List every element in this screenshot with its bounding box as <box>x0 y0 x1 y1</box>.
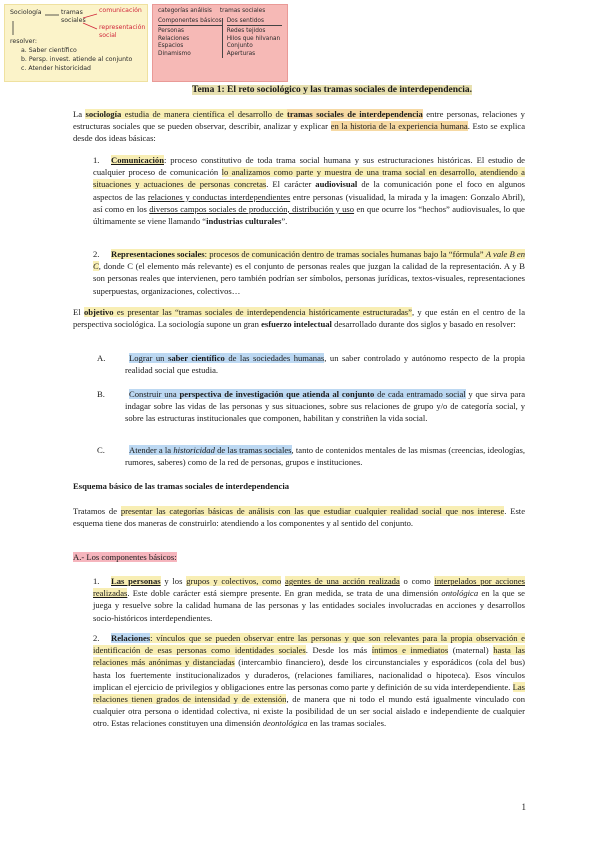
text: desarrollado durante dos siglos y basado en resolver: <box>331 319 516 330</box>
term-sociologia: sociología <box>85 109 122 119</box>
text: . Este esquema tiene dos maneras de construirlo: atendiendo a los componentes y al sentido del conjunto. <box>73 506 526 529</box>
text: o como <box>399 576 435 586</box>
highlight-text: grupos y colectivos, como <box>186 576 282 586</box>
note-sentido-item: Aperturas <box>226 50 256 57</box>
text: y que sirva para indagar sobre las vidas de las personas y sus situaciones, sobre sus relaciones de grupo y/o de categoría social, y sobre las estructuras institucionales que componen, habilitan y constriñen la vida social. <box>125 389 526 424</box>
note-item-b: b. Persp. invest. atiende al conjunto <box>21 56 133 63</box>
note-sentidos-header: Dos sentidos <box>227 18 282 27</box>
highlight-text: presentar las categorías básicas de análisis con las que estudiar cualquier realidad social que nos interese <box>120 506 505 516</box>
note-item-c: c. Atender historicidad <box>21 65 91 72</box>
underlined-text: agentes de una acción realizada <box>285 576 400 586</box>
term-comunicacion: Comunicación <box>111 155 164 165</box>
key-term: saber científico <box>168 353 225 363</box>
section-heading-esquema: Esquema básico de las tramas sociales de interdependencia <box>73 481 290 491</box>
note-component-item: Personas <box>158 28 185 35</box>
note-component-item: Dinamismo <box>158 50 191 57</box>
page-title-text: Tema 1: El reto sociológico y las tramas sociales de interdependencia. <box>192 85 472 95</box>
handwritten-note-right <box>152 4 288 82</box>
note-item-a: a. Saber científico <box>21 47 77 54</box>
note-tramas-sociales: tramas sociales <box>219 8 266 14</box>
text: (intercambio financiero), desde los circunstanciales y esporádicos (cola del bus) hasta los fuertemente institucionalizados y duraderos, (relaciones familiares, nacionalidad o hipoteca). Esos vínculos implican el ejercicio de privilegios y obligaciones entre las personas como parte y definición de su vida interdependiente. <box>93 657 525 692</box>
text: ”. <box>281 216 288 227</box>
note-component-item: Relaciones <box>158 35 190 42</box>
highlight-text: es presentar las “tramas sociales de interdependencia históricamente estructuradas” <box>113 307 412 317</box>
text: de la comunicación pone el foco en algunos aspectos de las <box>93 179 525 202</box>
componente-personas <box>73 575 525 624</box>
esquema-paragraph <box>73 505 525 529</box>
highlight-text: Atender a la <box>129 445 174 455</box>
text: , y que están en el centro de la perspectiva sociológica. La sociología supone un gran <box>73 307 526 330</box>
term-objetivo: objetivo <box>83 307 114 317</box>
highlight-text: de las sociedades humanas <box>224 353 325 363</box>
highlight-text: hasta las relaciones más anónimas y distanciadas <box>93 645 525 668</box>
note-tramas: tramas sociales <box>61 9 86 25</box>
text: (maternal) <box>448 645 494 656</box>
term-ontologica: ontológica <box>441 588 479 599</box>
text: y los <box>160 576 187 586</box>
note-resolver: resolver: <box>10 38 37 45</box>
idea-representaciones <box>73 248 525 297</box>
term-personas: Las personas <box>111 576 161 586</box>
text: Tratamos de <box>73 506 121 516</box>
highlight-text: íntimos e inmediatos <box>371 645 449 656</box>
highlight-text: de las tramas sociales <box>214 445 292 455</box>
key-term: perspectiva de investigación que atienda al conjunto <box>179 389 375 399</box>
list-item-a <box>93 352 525 376</box>
item-number: 2. <box>93 249 100 259</box>
text: en la que se juega y resuelve sobre la calidad humana de las personas y las entidades sociales involucradas en acciones y desarrollos socio-históricos interdependientes. <box>93 588 525 623</box>
componentes-title: A.- Los componentes básicos: <box>73 552 177 562</box>
page-number: 1 <box>521 802 526 813</box>
highlight-text: lo analizamos como parte y muestra de una trama social en desarrollo, atendiendo a situaciones y actuaciones de personas concretas <box>93 167 525 190</box>
highlight-text: Construir una <box>129 389 180 399</box>
formula: A vale B en C <box>93 249 525 272</box>
text: entre personas (visualidad, la mirada y la imagen: Gonzalo Abril), así como en los <box>93 191 526 214</box>
text: El <box>73 307 84 317</box>
list-letter: C. <box>97 445 105 455</box>
highlight-text: de cada entramado social <box>374 389 466 399</box>
section-heading-componentes <box>73 551 525 563</box>
term-industrias: industrias culturales <box>206 216 282 227</box>
text: , un saber controlado y autónomo respecto de la propia realidad social que estudia. <box>125 353 525 376</box>
underlined-text: relaciones y conductas interdependientes <box>147 191 291 202</box>
text: estudia de manera científica el desarrollo de <box>121 109 287 119</box>
note-sentido-item: Conjunto <box>226 43 253 50</box>
note-sentido-item: Hilos que hilvanan <box>226 35 281 42</box>
text: entre personas, relaciones y estructuras sociales que se pueden observar, describir, analizar y explicar <box>73 109 525 132</box>
underlined-text: diversos campos sociales de producción, distribución y uso <box>149 203 355 214</box>
text: , tanto de contenidos mentales de las mismas (creencias, ideologías, rumores, saberes) como de la red de personas, grupos e instituciones. <box>125 445 526 468</box>
text: en las tramas sociales. <box>307 718 387 729</box>
text: . El carácter <box>266 179 316 190</box>
term-audiovisual: audiovisual <box>315 179 358 190</box>
highlight-text: : procesos de comunicación dentro de tramas sociales humanas bajo la “fórmula” <box>204 249 486 259</box>
highlight-text: : vínculos que se pueden observar entre las personas y que son relevantes para la propia observación e identificación de esas personas como identidades sociales <box>93 633 525 656</box>
note-representacion: representación social <box>99 24 146 40</box>
note-sentidos-column <box>222 18 282 59</box>
intro-paragraph <box>73 108 525 145</box>
term-deontologica: deontológica <box>262 718 308 729</box>
list-letter: B. <box>97 389 105 399</box>
item-number: 1. <box>93 576 100 586</box>
text: . Esto se explica desde dos ideas básicas: <box>73 121 526 144</box>
term-tramas: tramas sociales de interdependencia <box>287 109 423 119</box>
item-number: 2. <box>93 633 100 643</box>
text: La <box>73 109 86 119</box>
item-number: 1. <box>93 155 100 165</box>
highlight-text: Lograr un <box>129 353 168 363</box>
highlight-text: Las relaciones tienen grados de intensidad y de extensión <box>93 681 525 705</box>
idea-comunicacion <box>73 154 525 227</box>
list-item-b <box>93 388 525 425</box>
text: . Desde los más <box>305 645 372 656</box>
note-sentido-item: Redes tejidos <box>226 28 266 35</box>
text: , donde C (el elemento más relevante) es el conjunto de personas reales que juzgan la calidad de la representación. A y B son personas reales que intervienen, pero también podrían ser símbolos, personas jurídicas, textos-visuales, representaciones superpuestas, organizaciones, colectivos… <box>93 261 525 296</box>
list-letter: A. <box>97 353 106 363</box>
objetivo-paragraph <box>73 306 525 330</box>
list-item-c <box>93 444 525 468</box>
text: : proceso constitutivo de toda trama social humana y sus estructuraciones históricas. El estudio de cualquier proceso de comunicación <box>93 155 525 178</box>
highlight-text: en la historia de la experiencia humana <box>330 121 468 132</box>
page-title <box>192 84 472 97</box>
handwritten-note-left <box>4 4 148 82</box>
note-components-column <box>158 18 222 59</box>
note-categorias: categorías análisis <box>158 8 212 14</box>
componente-relaciones <box>73 632 525 730</box>
underlined-text: interpelados por acciones realizadas <box>93 576 526 599</box>
term-esfuerzo: esfuerzo intelectual <box>261 319 332 330</box>
note-component-item: Espacios <box>158 43 184 50</box>
term-relaciones: Relaciones <box>111 633 151 643</box>
note-comunicacion: comunicación <box>99 7 142 14</box>
text: , de manera que ni todo el mundo está igualmente vinculado con cualquier otra persona o identidad colectiva, ni existe la posibilidad de un ser social aislado e independiente de cualquier otro. Estas relaciones constituyen una dimensión <box>93 694 525 729</box>
term-representaciones: Representaciones sociales <box>111 249 205 259</box>
note-sociologia: Sociología <box>10 9 42 16</box>
key-term: historicidad <box>173 445 215 455</box>
text: . Este doble carácter está siempre presente. En gran medida, se trata de una dimensión <box>127 588 442 599</box>
text: en que ocurre los “hechos” audiovisuales, lo que últimamente se viene llamando “ <box>93 203 525 227</box>
note-components-header: Componentes básicos <box>158 18 222 27</box>
